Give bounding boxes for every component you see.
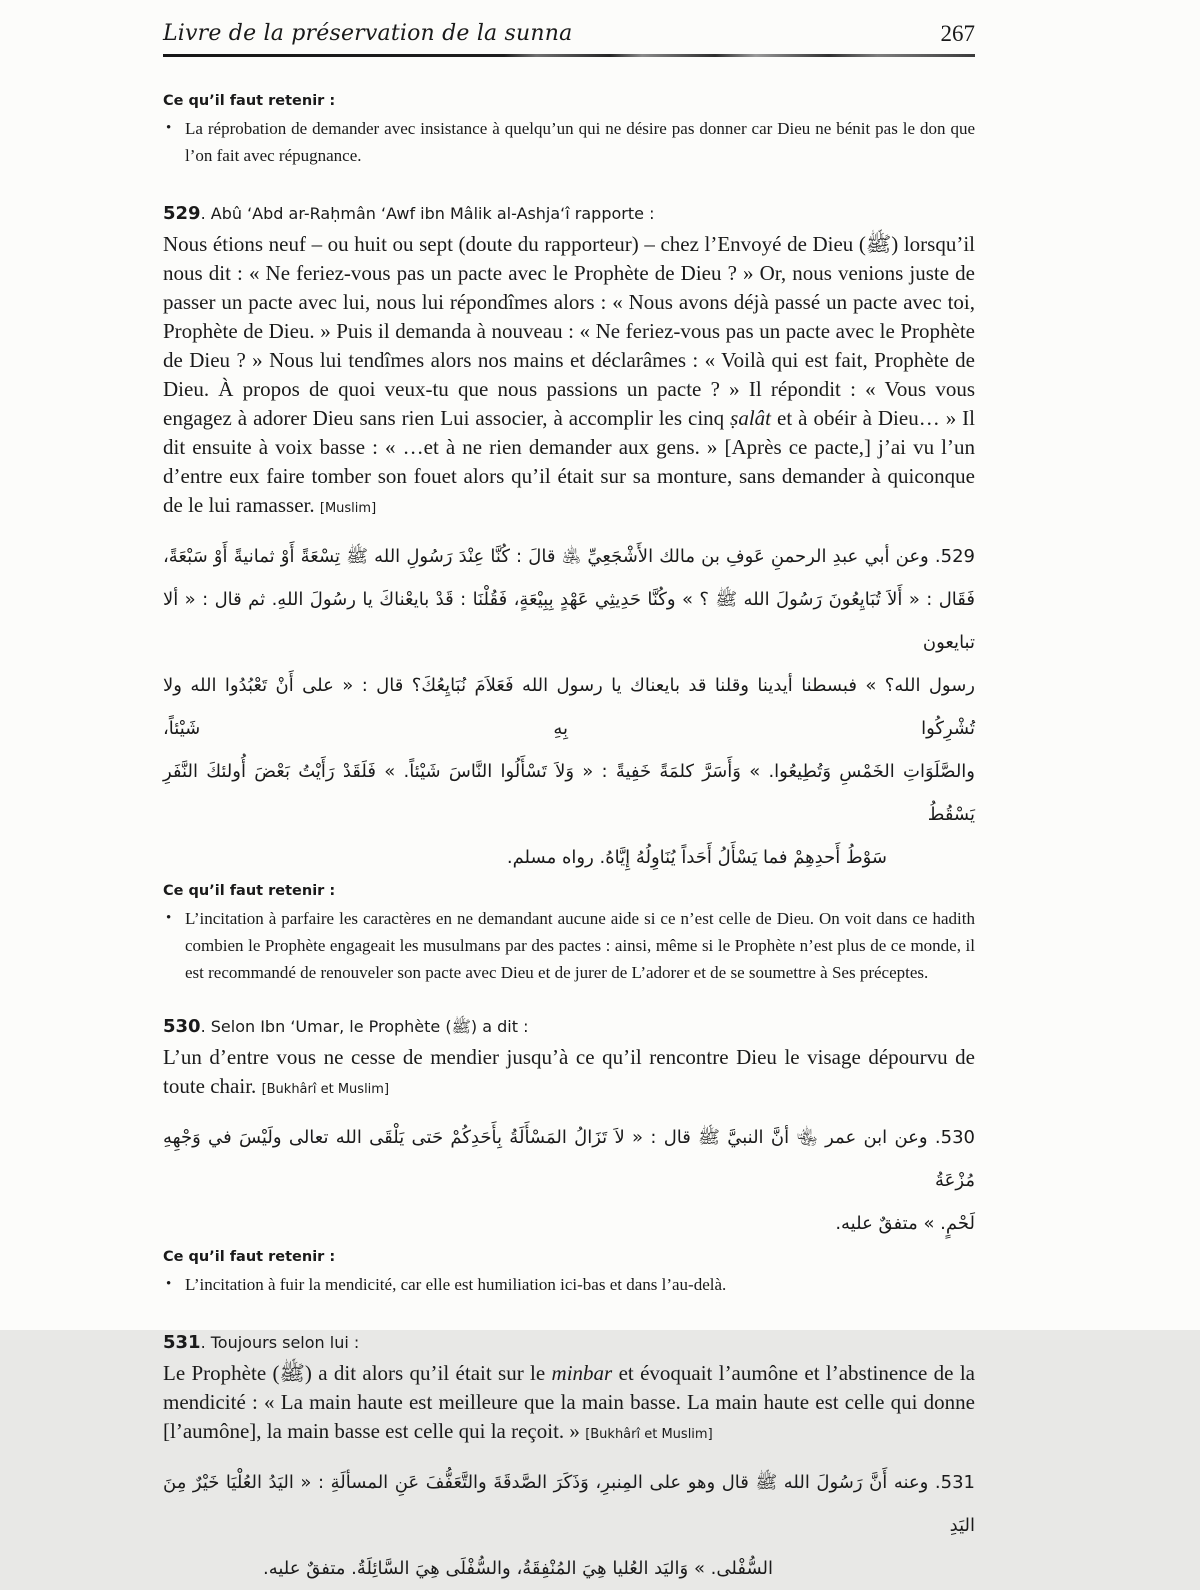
text-segment: et à obéir à Dieu… » Il dit ensuite à voix basse : « …et à ne rien demander aux gens. » [Après ce pacte,] j’ai vu l’un d’entre eux faire tomber son fouet alors qu’il était sur sa monture, sans demander à quiconque de le lui ramasser. xyxy=(163,406,976,517)
hadith-531-narrator: . Toujours selon lui : xyxy=(200,1333,360,1352)
arabic-closing-line: لَحْمٍ. » متفقٌ عليه. xyxy=(835,1213,975,1234)
hadith-530-narrator: . Selon Ibn ‘Umar, le Prophète (ﷺ) a dit : xyxy=(200,1017,529,1036)
arabic-line: 531. وعنه أَنَّ رَسُولَ الله ﷺ قال وهو على المِنبرِ، وَذَكَرَ الصَّدقَةَ والتَّعَفُّفَ عَنِ المسألَةِ : « اليَدُ العُلْيَا خَيْرٌ مِنَ اليَدِ xyxy=(163,1472,975,1536)
hadith-530-french-text xyxy=(163,1043,975,1104)
hadith-530-number: 530 xyxy=(163,1016,201,1037)
bullet-marker: • xyxy=(166,910,172,926)
page-number: 267 xyxy=(940,21,975,46)
retenir-point xyxy=(163,115,975,169)
hadith-530-arabic-text xyxy=(163,1116,975,1245)
text-segment: Le Prophète (ﷺ) a dit alors qu’il était sur le xyxy=(163,1361,552,1385)
italic-term: ṣalât xyxy=(730,406,772,430)
arabic-line: فَقَال : « أَلاَ تُبَايِعُونَ رَسُولَ الله ﷺ ؟ » وكُنَّا حَدِيثِي عَهْدٍ بِبِيْعَةٍ، فَقُلْنَا : قَدْ بايعْناكَ يا رسُولَ اللهِ. ثم قال : « ألا تبايعون xyxy=(163,589,975,653)
chapter-title: Livre de la préservation de la sunna xyxy=(163,21,573,46)
retenir-point xyxy=(163,905,975,986)
arabic-line: 530. وعن ابن عمر ﵄ أنَّ النبيَّ ﷺ قال : « لاَ تَزَالُ المَسْأَلَةُ بِأَحَدِكُمْ حَتى يَلْقَى الله تعالى ولَيْسَ في وَجْهِهِ مُزْعَةُ xyxy=(163,1127,975,1191)
hadith-529-french-text xyxy=(163,230,975,523)
arabic-line: 529. وعن أبي عبدِ الرحمنِ عَوفِ بن مالك الأَشْجَعِيِّ ﵁ قالَ : كُنَّا عِنْدَ رَسُولِ الله ﷺ تِسْعَةً أَوْ ثمانيةً أَوْ سَبْعَةً، xyxy=(163,546,975,567)
source-tag: [Bukhârî et Muslim] xyxy=(261,1082,390,1097)
source-tag: [Muslim] xyxy=(319,501,377,516)
header-rule xyxy=(163,54,975,57)
retenir-point-text: La réprobation de demander avec insistance à quelqu’un qui ne désire pas donner car Dieu ne bénit pas le don que l’on fait avec répugnance. xyxy=(185,119,975,165)
hadith-531-french-text xyxy=(163,1359,975,1449)
hadith-529-number: 529 xyxy=(163,203,201,224)
bullet-marker: • xyxy=(166,1276,172,1292)
hadith-529-narrator: . Abû ‘Abd ar-Raḥmân ‘Awf ibn Mâlik al-Ashja‘î rapporte : xyxy=(200,204,655,223)
retenir-point-text: L’incitation à fuir la mendicité, car elle est humiliation ici-bas et dans l’au-delà. xyxy=(185,1275,727,1294)
retenir-label: Ce qu’il faut retenir : xyxy=(163,93,336,109)
retenir-point-text: L’incitation à parfaire les caractères en ne demandant aucune aide si ce n’est celle de Dieu. On voit dans ce hadith combien le Prophète engageait les musulmans par des pactes : ainsi, même si le Prophète n’est plus de ce monde, il est recommandé de renouveler son pacte avec Dieu et de jurer de L’adorer et de se soumettre à Ses préceptes. xyxy=(185,909,975,982)
hadith-531-arabic-text xyxy=(163,1461,975,1590)
hadith-530-section xyxy=(163,1016,987,1298)
text-segment: L’un d’entre vous ne cesse de mendier jusqu’à ce qu’il rencontre Dieu le visage dépourvu de toute chair. xyxy=(163,1045,975,1098)
hadith-531-number: 531 xyxy=(163,1332,201,1353)
retenir-block-intro xyxy=(163,91,987,169)
page-content xyxy=(163,20,987,1590)
hadith-529-heading xyxy=(163,203,987,225)
source-tag: [Bukhârî et Muslim] xyxy=(585,1427,713,1442)
arabic-line: رسول الله؟ » فبسطنا أيدينا وقلنا قد بايعناك يا رسول الله فَعَلاَمَ نُبَايِعُكَ؟ قال : « على أَنْ تَعْبُدُوا الله ولا تُشْرِكُوا بِهِ شَيْئاً، xyxy=(163,675,975,739)
retenir-label: Ce qu’il faut retenir : xyxy=(163,1249,336,1265)
arabic-closing-line: السُّفْلى. » وَاليَد العُليا هِيَ المُنْفِقَةُ، والسُّفْلَى هِيَ السَّائِلَةُ. متفقٌ عليه. xyxy=(263,1558,774,1579)
hadith-529-arabic-text xyxy=(163,535,975,879)
retenir-block-529 xyxy=(163,881,987,986)
text-segment: Nous étions neuf – ou huit ou sept (doute du rapporteur) – chez l’Envoyé de Dieu (ﷺ) lorsqu’il nous dit : « Ne feriez-vous pas un pacte avec le Prophète de Dieu ? » Or, nous venions juste de passer un pacte avec lui, nous lui répondîmes alors : « Nous avons déjà passé un pacte avec toi, Prophète de Dieu. » Puis il demanda à nouveau : « Ne feriez-vous pas un pacte avec le Prophète de Dieu ? » Nous lui tendîmes alors nos mains et déclarâmes : « Voilà qui est fait, Prophète de Dieu. À propos de quoi veux-tu que nous passions un pacte ? » Il répondit : « Vous vous engagez à adorer Dieu sans rien Lui associer, à accomplir les cinq xyxy=(163,232,976,430)
arabic-closing-line: سَوْطُ أَحدِهِمْ فما يَسْأَلُ أَحَداً يُنَاوِلُهُ إِيَّاهُ. رواه مسلم. xyxy=(506,847,887,868)
retenir-point xyxy=(163,1271,975,1298)
hadith-531-heading xyxy=(163,1332,987,1354)
hadith-529-section xyxy=(163,203,987,986)
italic-term: minbar xyxy=(551,1361,613,1385)
hadith-531-section xyxy=(163,1332,987,1590)
retenir-label: Ce qu’il faut retenir : xyxy=(163,883,336,899)
text-segment: et évoquait l’aumône et l’abstinence de la mendicité : « La main haute est meilleure que la main basse. La main haute est celle qui donne [l’aumône], la main basse est celle qui la reçoit. » xyxy=(163,1361,975,1443)
arabic-line: والصَّلَوَاتِ الخَمْسِ وَتُطِيعُوا. » وَأَسَرَّ كلمَةً خَفِيةً : « وَلاَ تَسْأَلُوا النَّاسَ شَيْئاً. » فَلَقَدْ رَأَيْتُ بَعْضَ أُولئكَ النَّفَرِ يَسْقُطُ xyxy=(163,761,975,825)
bullet-marker: • xyxy=(166,120,172,136)
hadith-530-heading xyxy=(163,1016,987,1038)
page-header xyxy=(163,20,975,50)
retenir-block-530 xyxy=(163,1247,987,1298)
